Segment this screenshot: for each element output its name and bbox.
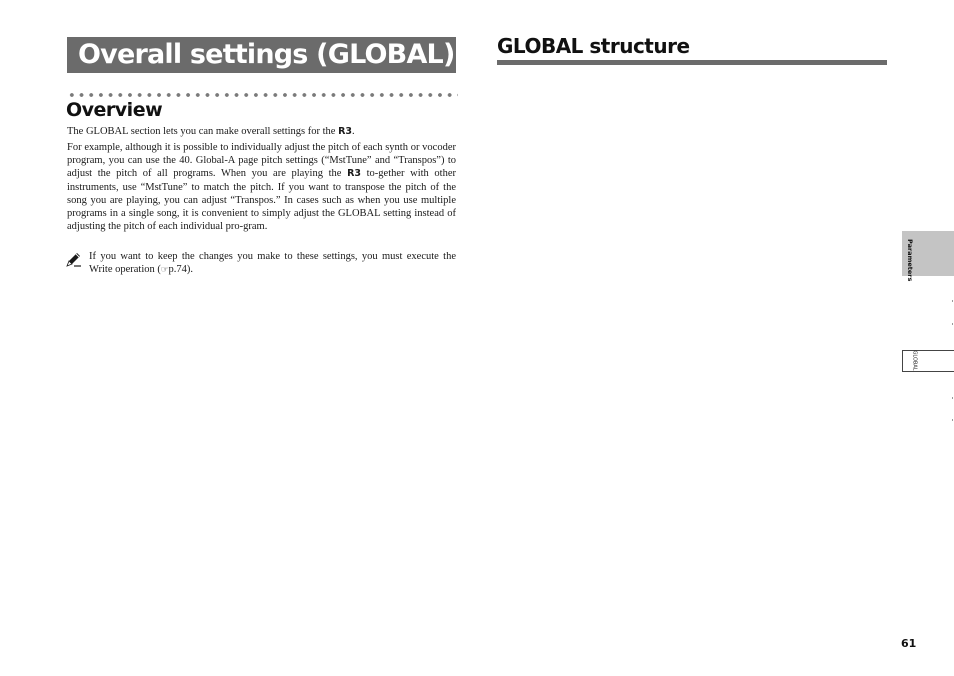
side-tab-parameters-label: Parameters	[906, 239, 914, 282]
global-structure-heading: GLOBAL structure	[497, 34, 690, 58]
paragraph-2-part-2: to-gether with other instruments, use “MstTune” to match the pitch. If you want to transpose the pitch of the song you are playing, you can adjust “Transpos.” In cases such as when you use multiple programs in a single song, it is convenient to simply adjust the GLOBAL setting instead of adjusting the pitch of each individual pro-gram.	[67, 168, 457, 233]
product-name: R3	[347, 168, 361, 180]
page-reference-link[interactable]: p.74	[168, 264, 187, 276]
edge-tick	[952, 300, 953, 302]
dotted-divider	[67, 92, 458, 98]
page-number: 61	[901, 637, 917, 650]
pencil-note-icon	[66, 251, 82, 267]
edge-tick	[952, 397, 953, 399]
edge-tick	[952, 323, 953, 325]
overview-paragraph-2	[67, 141, 456, 233]
product-name: R3	[338, 126, 353, 137]
write-operation-note	[89, 250, 456, 277]
side-tab-global-label: GLOBAL	[911, 350, 918, 371]
overview-paragraph-1	[67, 125, 456, 138]
paragraph-1-end: .	[352, 126, 355, 137]
paragraph-1-text: The GLOBAL section lets you can make overall settings for the	[67, 126, 339, 137]
page-reference-icon: ☞	[160, 265, 169, 276]
section-heading-overview: Overview	[66, 99, 163, 121]
note-end: ).	[186, 264, 194, 276]
paragraph-2-part-1: For example, although it is possible to individually adjust the pitch of each synth or vocoder program, you can use the 40. Global-A page pitch settings (“MstTune” and “Transpos”) to adjust the pitch of all programs. When you are playing the	[67, 142, 456, 180]
heading-rule	[497, 60, 887, 65]
edge-tick	[952, 419, 953, 421]
note-text: If you want to keep the changes you make to these settings, you must execute the Write operation (	[89, 251, 456, 276]
page-title: Overall settings (GLOBAL)	[67, 37, 456, 73]
